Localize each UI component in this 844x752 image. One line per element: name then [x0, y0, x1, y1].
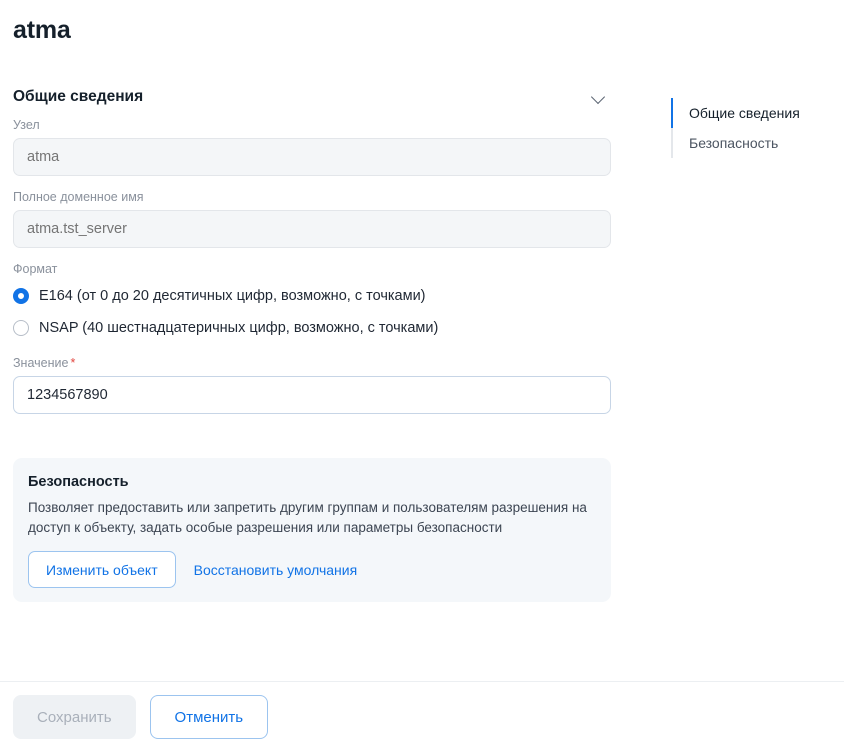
format-radio-group — [13, 282, 611, 342]
node-input[interactable] — [13, 138, 611, 176]
field-value — [13, 356, 611, 414]
radio-label-e164: E164 (от 0 до 20 десятичных цифр, возможно, с точками) — [39, 288, 426, 304]
radio-option-nsap[interactable] — [13, 314, 611, 342]
section-header-general[interactable] — [13, 88, 611, 118]
form-spacer — [13, 428, 611, 450]
field-label-node: Узел — [13, 118, 40, 132]
edit-object-button[interactable]: Изменить объект — [28, 551, 176, 588]
form-action-bar — [0, 681, 844, 752]
security-card-description: Позволяет предоставить или запретить другим группам и пользователям разрешения на доступ к объекту, задать особые разрешения или параметры безопасности — [28, 500, 587, 535]
anchor-nav — [671, 98, 844, 158]
chevron-down-icon[interactable] — [591, 89, 607, 105]
anchor-active-indicator — [671, 98, 673, 128]
field-label-value — [13, 356, 611, 370]
radio-icon-e164[interactable] — [13, 288, 29, 304]
field-label-value-text: Значение — [13, 356, 69, 370]
field-label-fqdn: Полное доменное имя — [13, 190, 144, 204]
security-card — [13, 458, 611, 602]
security-card-title: Безопасность — [28, 474, 129, 490]
radio-icon-nsap[interactable] — [13, 320, 29, 336]
anchor-item-security[interactable]: Безопасность — [689, 135, 779, 151]
anchor-item-general[interactable]: Общие сведения — [689, 105, 800, 121]
field-label-format: Формат — [13, 262, 58, 276]
section-title: Общие сведения — [13, 88, 144, 105]
cancel-button[interactable]: Отменить — [150, 695, 269, 739]
field-fqdn — [13, 190, 611, 248]
radio-option-e164[interactable] — [13, 282, 611, 310]
save-button[interactable]: Сохранить — [13, 695, 136, 739]
fqdn-input[interactable] — [13, 210, 611, 248]
field-node — [13, 118, 611, 176]
page-title: atma — [13, 16, 71, 44]
field-format — [13, 262, 611, 342]
radio-label-nsap: NSAP (40 шестнадцатеричных цифр, возможно, с точками) — [39, 320, 439, 336]
required-asterisk: * — [70, 356, 76, 370]
value-input[interactable] — [13, 376, 611, 414]
security-card-actions — [28, 551, 596, 588]
restore-defaults-link[interactable]: Восстановить умолчания — [193, 561, 358, 578]
general-form — [13, 88, 611, 602]
